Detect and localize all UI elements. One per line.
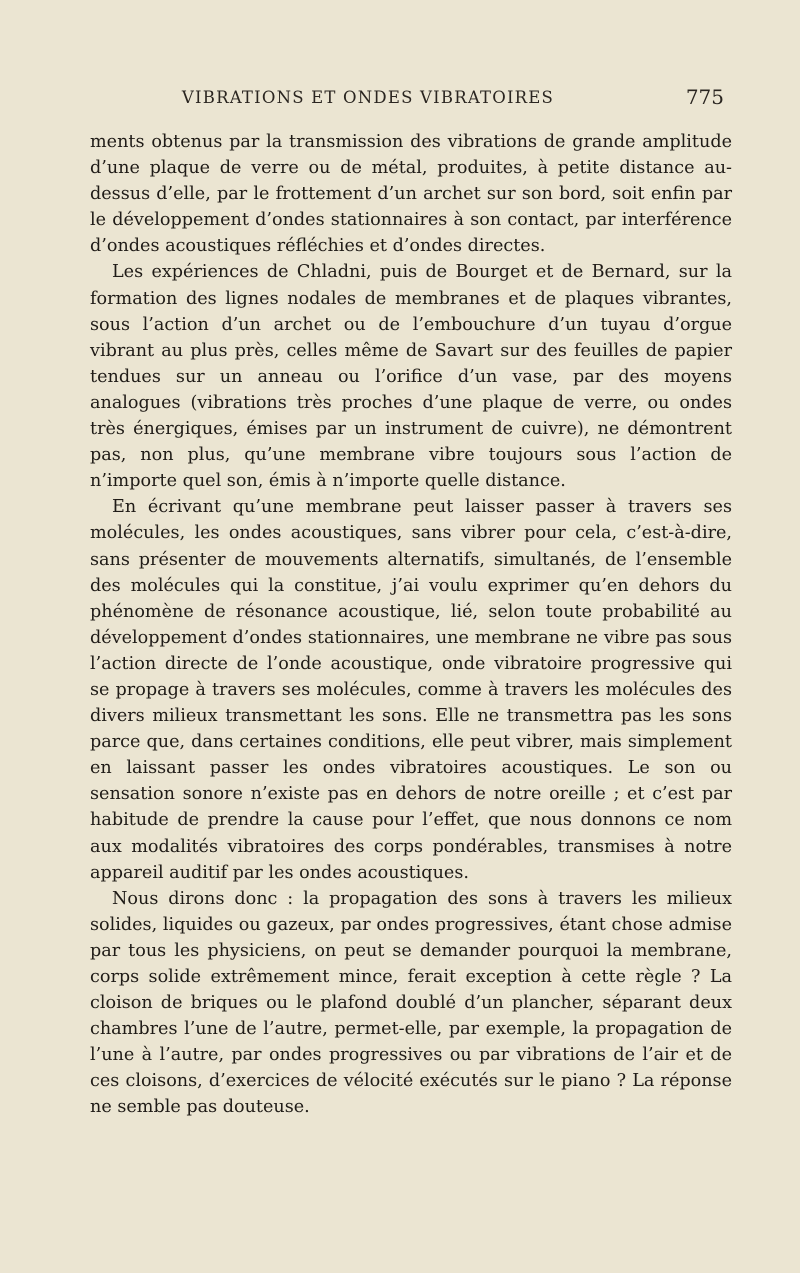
paragraph-chladni: Les expériences de Chladni, puis de Bourget et de Bernard, sur la formation des lignes nodales de membranes et de plaques vibrantes, sous l’action d’un archet ou de l’embouchure d’un tuyau d’orgue vibrant au plus près, celles même de Savart sur des feuilles de papier tendues sur un anneau ou l’orifice d’un vase, par des moyens analogues (vibrations très proches d’une plaque de verre, ou ondes très énergiques, émises par un instrument de cuivre), ne démontrent pas, non plus, qu’une membrane vibre toujours sous l’action de n’importe quel son, émis à n’importe quelle distance. — [90, 262, 732, 492]
paragraph-conclusion: Nous dirons donc : la propagation des sons à travers les milieux solides, liquides ou gazeux, par ondes progressives, étant chose admise par tous les physiciens, on peut se demander pourquoi la membrane, corps solide extrêmement mince, ferait exception à cette règle ? La cloison de briques ou le plafond doublé d’un plancher, séparant deux chambres l’une de l’autre, permet-elle, par exemple, la propagation de l’une à l’autre, par ondes progressives ou par vibrations de l’air et de ces cloisons, d’exercices de vélocité exécutés sur le piano ? La réponse ne semble pas douteuse. — [90, 888, 732, 1118]
paragraph-membrane: En écrivant qu’une membrane peut laisser passer à travers ses molécules, les ondes acoustiques, sans vibrer pour cela, c’est-à-dire, sans présenter de mouvements alternatifs, simultanés, de l’ensemble des molécules qui la constitue, j’ai voulu exprimer qu’en dehors du phénomène de résonance acoustique, lié, selon toute probabilité au développement d’ondes stationnaires, une membrane ne vibre pas sous l’action directe de l’onde acoustique, onde vibratoire progressive qui se propage à travers ses molécules, comme à travers les molécules des divers milieux transmettant les sons. Elle ne transmettra pas les sons parce que, dans certaines conditions, elle peut vibrer, mais simplement en laissant passer les ondes vibratoires acoustiques. Le son ou sensation sonore n’existe pas en dehors de notre oreille ; et c’est par habitude de prendre la cause pour l’effet, que nous donnons ce nom aux modalités vibratoires des corps pondérables, transmises à notre appareil auditif par les ondes acoustiques. — [90, 497, 732, 883]
paragraph-continued: ments obtenus par la transmission des vibrations de grande amplitude d’une plaque de verre ou de métal, produites, à petite distance au-dessus d’elle, par le frottement d’un archet sur son bord, soit enfin par le développement d’ondes stationnaires à son contact, par interférence d’ondes acoustiques réfléchies et d’ondes directes. — [90, 132, 732, 257]
running-title: VIBRATIONS ET ONDES VIBRATOIRES — [181, 88, 555, 107]
running-head — [88, 85, 728, 112]
page-number: 775 — [685, 85, 724, 109]
body-text — [90, 129, 732, 1121]
